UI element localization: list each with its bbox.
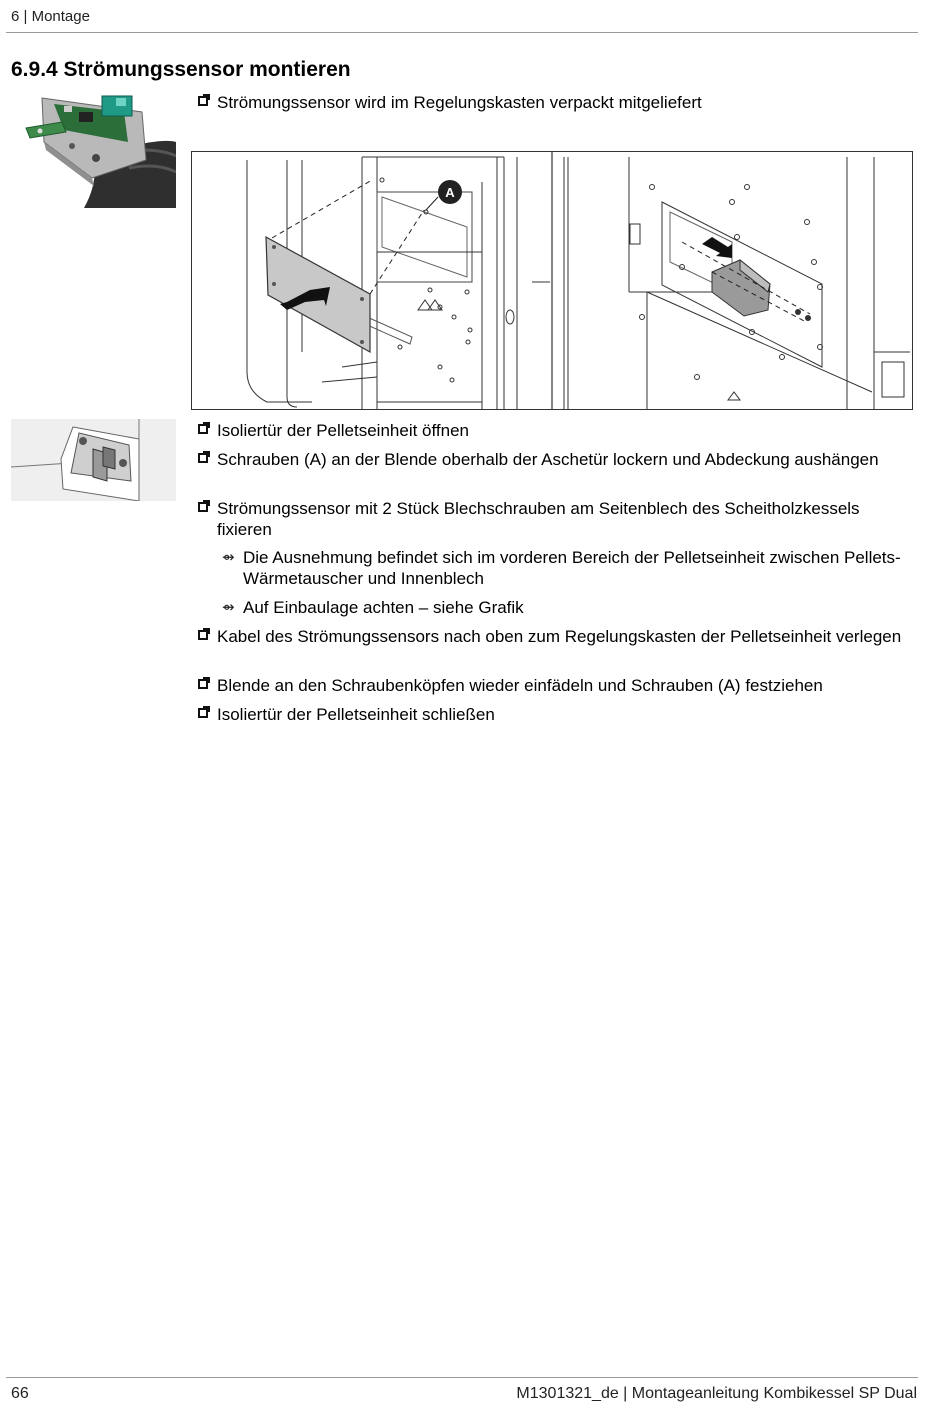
step-text: Kabel des Strömungssensors nach oben zum Regelungskasten der Pelletseinheit verlegen — [217, 627, 902, 646]
result-arrow-icon: ⇴ — [222, 599, 235, 616]
step-loosen-screws — [198, 449, 913, 470]
flow-sensor-photo — [24, 90, 176, 208]
checkbox-icon — [198, 502, 208, 512]
step-text: Blende an den Schraubenköpfen wieder einfädeln und Schrauben (A) festziehen — [217, 676, 823, 695]
result-arrow-icon: ⇴ — [222, 549, 235, 566]
header-divider — [6, 32, 918, 33]
step-route-cable — [198, 626, 913, 647]
intro-step-text: Strömungssensor wird im Regelungskasten verpackt mitgeliefert — [217, 93, 702, 112]
step-text: Isoliertür der Pelletseinheit schließen — [217, 705, 495, 724]
result-recess-location — [222, 547, 912, 589]
step-open-door — [198, 420, 913, 441]
checkbox-icon — [198, 424, 208, 434]
callout-a-label: A — [445, 185, 455, 200]
section-title: 6.9.4 Strömungssensor montieren — [11, 58, 351, 81]
page-header: 6 | Montage — [11, 8, 90, 25]
step-text: Strömungssensor mit 2 Stück Blechschrauben am Seitenblech des Scheitholzkessels fixieren — [217, 499, 860, 539]
checkbox-icon — [198, 679, 208, 689]
result-mounting-position — [222, 597, 912, 618]
step-close-door — [198, 704, 913, 725]
result-text: Die Ausnehmung befindet sich im vorderen Bereich der Pelletseinheit zwischen Pellets-Wärmetauscher und Innenblech — [243, 548, 901, 588]
footer-divider — [6, 1377, 918, 1378]
checkbox-icon — [198, 96, 208, 106]
step-text: Schrauben (A) an der Blende oberhalb der Aschetür lockern und Abdeckung aushängen — [217, 450, 879, 469]
page-number: 66 — [11, 1385, 29, 1402]
step-refit-cover — [198, 675, 913, 696]
result-text: Auf Einbaulage achten – siehe Grafik — [243, 598, 524, 617]
step-text: Isoliertür der Pelletseinheit öffnen — [217, 421, 470, 440]
installation-figure — [191, 151, 913, 410]
document-reference: M1301321_de | Montageanleitung Kombikessel SP Dual — [516, 1385, 917, 1402]
checkbox-icon — [198, 453, 208, 463]
step-fix-sensor — [198, 498, 913, 540]
checkbox-icon — [198, 630, 208, 640]
sensor-position-thumbnail — [11, 419, 176, 501]
checkbox-icon — [198, 708, 208, 718]
intro-step — [198, 92, 913, 113]
